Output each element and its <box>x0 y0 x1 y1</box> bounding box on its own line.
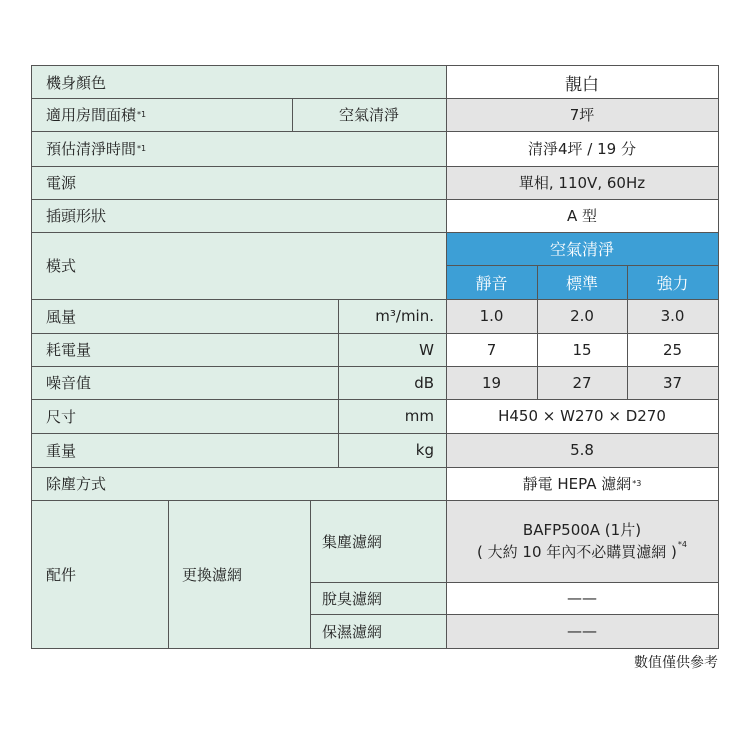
filter-value-dust: BAFP500A (1片) ( 大約 10 年內不必購買濾網 )$^{*4}$ <box>446 500 718 582</box>
row-label-plug: 插頭形狀 <box>32 199 446 232</box>
unit-size: mm <box>338 399 446 433</box>
mode-level-quiet: 靜音 <box>446 265 537 299</box>
unit-airflow: m³/min. <box>338 299 446 333</box>
unit-noise: dB <box>338 366 446 399</box>
airflow-standard: 2.0 <box>537 299 627 333</box>
watt-strong: 25 <box>627 333 718 366</box>
row-label-airflow: 風量 <box>32 299 338 333</box>
value-area: 7坪 <box>446 98 718 131</box>
filter-value-humidify: —— <box>446 614 718 648</box>
mode-level-standard: 標準 <box>537 265 627 299</box>
noise-strong: 37 <box>627 366 718 399</box>
row-label-color: 機身顏色 <box>32 66 446 98</box>
row-label-weight: 重量 <box>32 433 338 467</box>
mode-group-header: 空氣清淨 <box>446 232 718 265</box>
airflow-quiet: 1.0 <box>446 299 537 333</box>
value-color: 靚白 <box>446 66 718 98</box>
filter-name-deodorize: 脫臭濾網 <box>310 582 446 614</box>
value-size: H450 × W270 × D270 <box>446 399 718 433</box>
mode-level-strong: 強力 <box>627 265 718 299</box>
value-plug: A 型 <box>446 199 718 232</box>
filter-name-dust: 集塵濾網 <box>310 500 446 582</box>
row-label-power: 電源 <box>32 166 446 199</box>
watt-quiet: 7 <box>446 333 537 366</box>
unit-weight: kg <box>338 433 446 467</box>
row-label-mode: 模式 <box>32 232 446 299</box>
value-weight: 5.8 <box>446 433 718 467</box>
noise-standard: 27 <box>537 366 627 399</box>
row-label-area: 適用房間面積 *1 <box>32 98 292 131</box>
value-time: 清淨4坪 / 19 分 <box>446 131 718 166</box>
replacement-filter-label: 更換濾網 <box>168 500 310 648</box>
row-label-power-consumption: 耗電量 <box>32 333 338 366</box>
unit-power-consumption: W <box>338 333 446 366</box>
row-label-dust-method: 除塵方式 <box>32 467 446 500</box>
value-power: 單相, 110V, 60Hz <box>446 166 718 199</box>
filter-value-deodorize: —— <box>446 582 718 614</box>
row-label-accessories: 配件 <box>32 500 168 648</box>
noise-quiet: 19 <box>446 366 537 399</box>
watt-standard: 15 <box>537 333 627 366</box>
row-label-size: 尺寸 <box>32 399 338 433</box>
filter-name-humidify: 保濕濾網 <box>310 614 446 648</box>
airflow-strong: 3.0 <box>627 299 718 333</box>
row-label-time: 預估清淨時間 *1 <box>32 131 446 166</box>
value-dust-method: 靜電 HEPA 濾網 *3 <box>446 467 718 500</box>
footnote-reference-only: 數值僅供參考 <box>634 655 718 671</box>
row-label-noise: 噪音值 <box>32 366 338 399</box>
area-mode-label: 空氣清淨 <box>292 98 446 131</box>
